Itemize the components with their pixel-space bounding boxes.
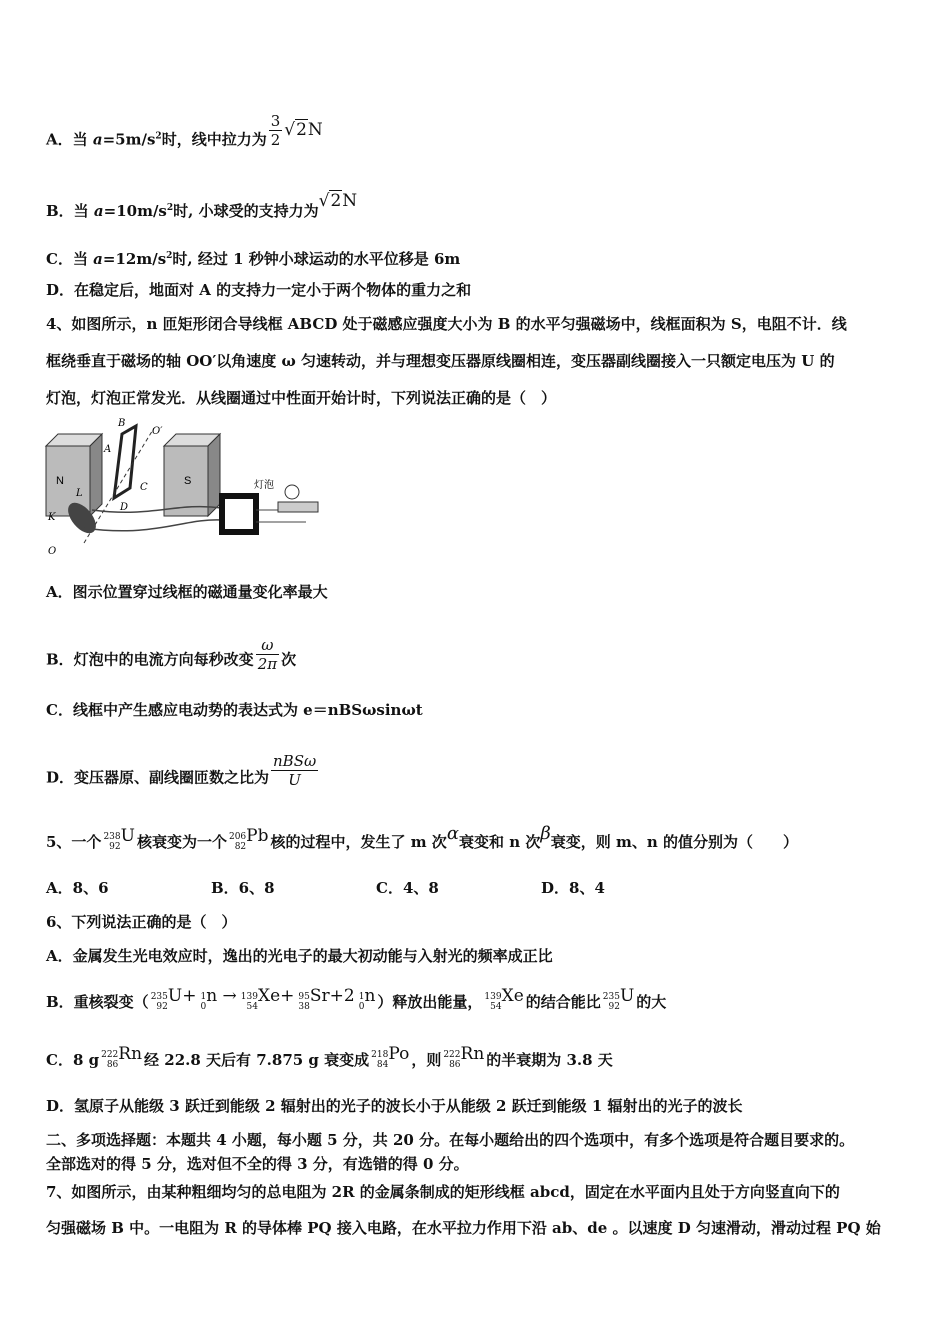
magnet-n: [46, 446, 90, 516]
q6-stem: 6、下列说法正确的是（ ）: [46, 913, 237, 931]
q4-option-c: C．线框中产生感应电动势的表达式为 e＝nBSωsinωt: [46, 701, 423, 719]
q6-option-d: D．氢原子从能级 3 跃迁到能级 2 辐射出的光子的波长小于从能级 2 跃迁到能级 1 辐射出的光子的波长: [46, 1097, 743, 1115]
nuclide-u238: 238 92 U: [103, 826, 135, 852]
q4-option-a: A．图示位置穿过线框的磁通量变化率最大: [46, 583, 328, 601]
bulb: [285, 485, 299, 499]
q7-stem-line2: 匀强磁场 B 中。一电阻为 R 的导体棒 PQ 接入电路，在水平拉力作用下沿 ab、de 。以速度 D 匀速滑动，滑动过程 PQ 始: [46, 1219, 881, 1237]
q3-option-c: C．当 $a=12m/s^2$时, 经过 1 秒钟小球运动的水平位移是 6m: [46, 250, 461, 268]
section2-line2: 全部选对的得 5 分，选对但不全的得 3 分，有选错的得 0 分。: [46, 1155, 469, 1173]
q6-option-a: A．金属发生光电效应时，逸出的光电子的最大初动能与入射光的频率成正比: [46, 947, 553, 965]
q3-option-b: B．当 $a=10m/s^2$时, 小球受的支持力为√2N: [46, 191, 358, 220]
q6-option-b: B．重核裂变（ 235 92 U+ 1 0 n → 139 54 Xe+ 95 38 Sr+2 1 0 n ）释放出能量， 139 54 Xe 的结合能比 235 92 U 的大: [46, 986, 667, 1012]
coil-frame: [114, 426, 136, 498]
fraction-nbsomega-u: $\frac{\text{nBSω}}{U}$: [273, 752, 317, 789]
svg-text:O: O: [48, 546, 57, 557]
svg-text:O′: O′: [152, 426, 163, 437]
svg-text:灯泡: 灯泡: [254, 480, 274, 491]
q5-option-b: B．6、8: [211, 879, 275, 897]
transformer: [222, 496, 256, 532]
svg-text:A: A: [104, 444, 112, 455]
q5-option-a: A．8、6: [46, 879, 109, 897]
q7-stem-line1: 7、如图所示，由某种粗细均匀的总电阻为 2R 的金属条制成的矩形线框 abcd，固定在水平面内且处于方向竖直向下的: [46, 1183, 840, 1201]
q5-option-d: D．8、4: [541, 879, 605, 897]
q3-option-d: D．在稳定后，地面对 A 的支持力一定小于两个物体的重力之和: [46, 281, 472, 299]
svg-text:K: K: [48, 512, 56, 523]
svg-text:L: L: [76, 488, 83, 499]
sqrt-two: √2N: [284, 119, 323, 140]
q4-option-d: D．变压器原、副线圈匝数之比为 $\frac{\text{nBSω}}{U}$: [46, 752, 317, 789]
q6-option-c: C．8 g 222 86 Rn 经 22.8 天后有 7.875 g 衰变成 218 84 Po ，则 222 86 Rn 的半衰期为 3.8 天: [46, 1044, 613, 1070]
svg-text:C: C: [140, 482, 148, 493]
generator-transformer-figure: [44, 418, 334, 558]
q4-option-b: B．灯泡中的电流方向每秒改变 $\frac{\omega}{2\pi}$ 次: [46, 636, 297, 673]
fraction-omega-2pi: $\frac{\omega}{2\pi}$: [257, 636, 278, 673]
svg-text:D: D: [120, 502, 129, 513]
section2-line1: 二、多项选择题：本题共 4 小题，每小题 5 分，共 20 分。在每小题给出的四个选项中，有多个选项是符合题目要求的。: [46, 1131, 855, 1149]
q3-option-a: A．当 $a=5m/s^2$时，线中拉力为 $\frac{3}{2}$ √2N: [46, 112, 323, 149]
nuclide-pb206: 206 82 Pb: [228, 826, 269, 852]
q4-stem-line1: 4、如图所示，n 匝矩形闭合导线框 ABCD 处于磁感应强度大小为 B 的水平匀强磁场中，线框面积为 S，电阻不计．线: [46, 315, 847, 333]
q5-options: [46, 878, 910, 898]
svg-text:B: B: [118, 418, 126, 429]
q5-option-c: C．4、8: [376, 879, 439, 897]
label-n: N: [56, 475, 64, 487]
sqrt-two: √2N: [318, 191, 358, 211]
q4-stem-line3: 灯泡，灯泡正常发光．从线圈通过中性面开始计时，下列说法正确的是（ ）: [46, 389, 557, 407]
q4-stem-line2: 框绕垂直于磁场的轴 OO′以角速度 ω 匀速转动，并与理想变压器原线圈相连，变压器副线圈接入一只额定电压为 U 的: [46, 352, 835, 370]
fraction-three-halves: $\frac{3}{2}$: [270, 112, 281, 149]
q5-stem: 5、一个 238 92 U 核衰变为一个 206 82 Pb 核的过程中，发生了 m 次α衰变和 n 次β衰变，则 m、n 的值分别为（ ）: [46, 823, 798, 852]
label-s: S: [184, 475, 192, 487]
